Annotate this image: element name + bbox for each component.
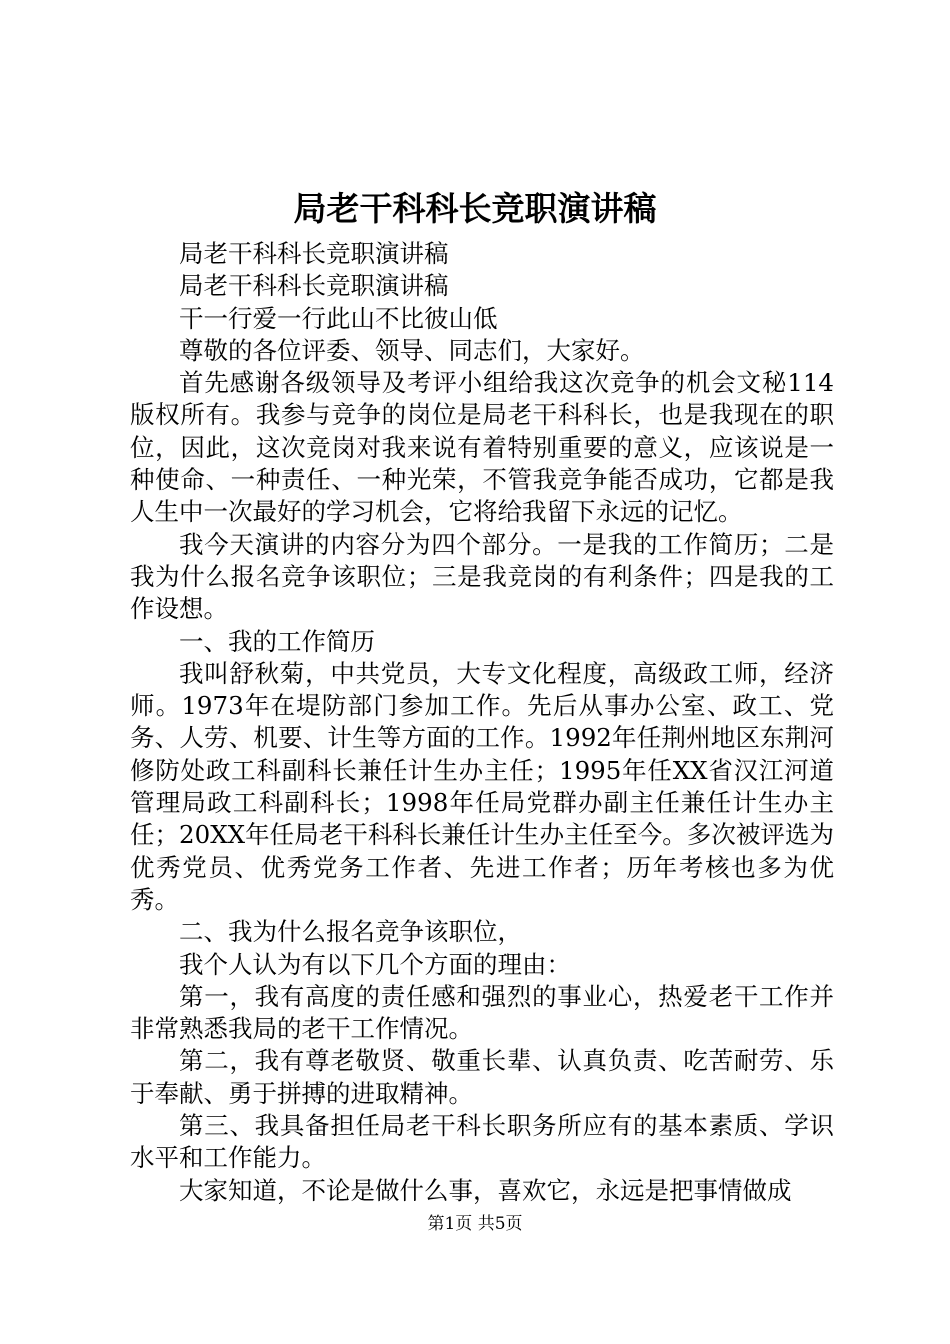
paragraph: 我个人认为有以下几个方面的理由： xyxy=(179,949,571,979)
paragraph: 局老干科科长竞职演讲稿 xyxy=(179,271,449,301)
paragraph: 我今天演讲的内容分为四个部分。一是我的工作简历；二是我为什么报名竞争该职位；三是我竞岗的有利条件；四是我的工作设想。 xyxy=(130,529,834,624)
section-heading: 一、我的工作简历 xyxy=(179,626,375,656)
document-title: 局老干科科长竞职演讲稿 xyxy=(293,189,657,228)
paragraph: 局老干科科长竞职演讲稿 xyxy=(179,239,449,268)
paragraph: 尊敬的各位评委、领导、同志们，大家好。 xyxy=(179,335,645,365)
page-footer: 第1页 共5页 xyxy=(427,1214,523,1234)
paragraph: 第二，我有尊老敬贤、敬重长辈、认真负责、吃苦耐劳、乐于奉献、勇于拼搏的进取精神。 xyxy=(130,1046,834,1108)
paragraph: 大家知道，不论是做什么事，喜欢它，永远是把事情做成 xyxy=(179,1175,792,1205)
paragraph: 首先感谢各级领导及考评小组给我这次竞争的机会文秘114版权所有。我参与竞争的岗位是局老干科科长，也是我现在的职位，因此，这次竞岗对我来说有着特别重要的意义，应该说是一种使命、一种责任、一种光荣，不管我竞争能否成功，它都是我人生中一次最好的学习机会，它将给我留下永远的记忆。 xyxy=(130,368,834,527)
paragraph: 第三、我具备担任局老干科长职务所应有的基本素质、学识水平和工作能力。 xyxy=(130,1111,834,1173)
paragraph: 第一，我有高度的责任感和强烈的事业心，热爱老干工作并非常熟悉我局的老干工作情况。 xyxy=(130,981,834,1044)
paragraph: 我叫舒秋菊，中共党员，大专文化程度，高级政工师，经济师。1973年在堤防部门参加工作。先后从事办公室、政工、党务、人劳、机要、计生等方面的工作。1992年任荆州地区东荆河修防处政工科副科长兼任计生办主任；1995年任XX省汉江河道管理局政工科副科长；1998年任局党群办副主任兼任计生办主任；20XX年任局老干科科长兼任计生办主任至今。多次被评选为优秀党员、优秀党务工作者、先进工作者；历年考核也多为优秀。 xyxy=(130,658,834,914)
paragraph: 干一行爱一行此山不比彼山低 xyxy=(179,303,498,333)
section-heading: 二、我为什么报名竞争该职位， xyxy=(179,917,522,947)
document-body xyxy=(130,238,834,1207)
